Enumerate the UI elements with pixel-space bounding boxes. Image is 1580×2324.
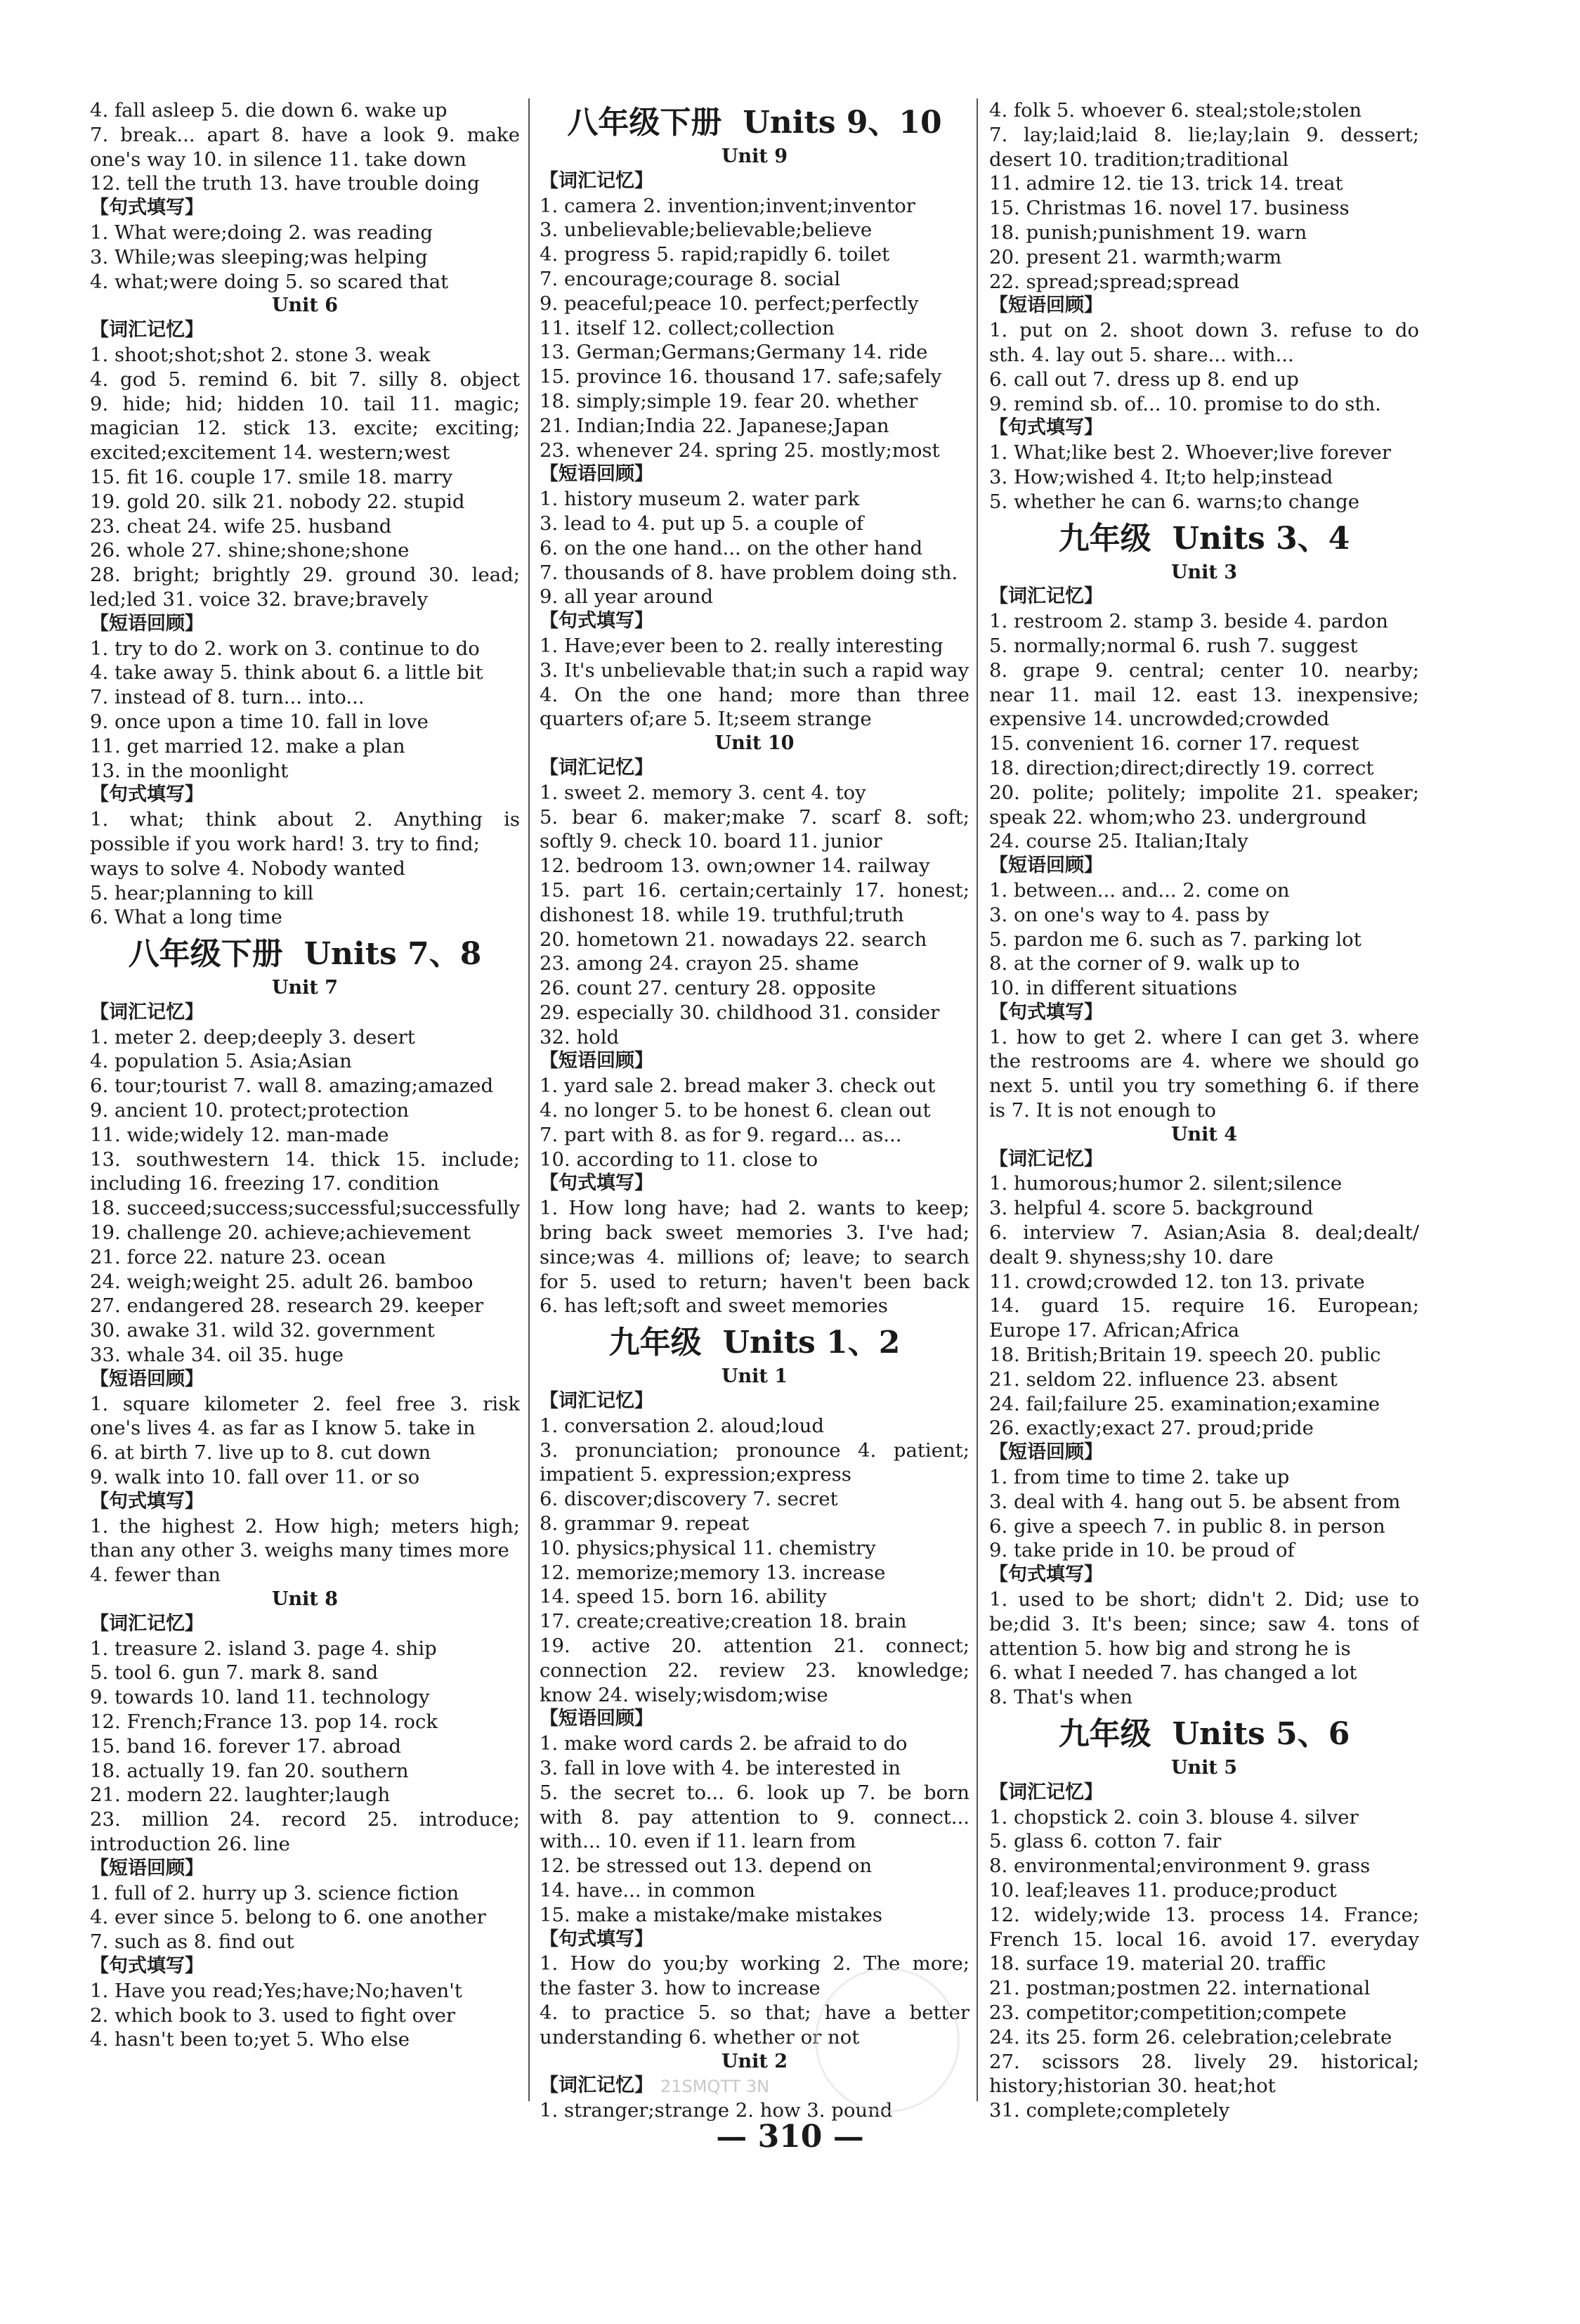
- answer-line: 32. hold: [540, 1025, 620, 1049]
- answer-line: 10. in different situations: [989, 977, 1238, 1000]
- answer-line: 1. what; think about 2. Anything is: [90, 808, 520, 831]
- answer-line: 9. peaceful;peace 10. perfect;perfectly: [540, 292, 919, 315]
- answer-line: 21. seldom 22. influence 23. absent: [989, 1368, 1338, 1391]
- answer-line: near 11. mail 12. east 13. inexpensive;: [989, 683, 1419, 706]
- answer-line: 11. itself 12. collect;collection: [540, 316, 835, 339]
- answer-line: 5. bear 6. maker;make 7. scarf 8. soft;: [540, 805, 969, 829]
- answer-line: history;historian 30. heat;hot: [989, 2075, 1276, 2098]
- answer-line: 14. speed 15. born 16. ability: [540, 1585, 827, 1609]
- category-label: 【句式填写】: [989, 417, 1103, 439]
- unit-heading: Unit 7: [271, 977, 339, 999]
- answer-line: dishonest 18. while 19. truthful;truth: [540, 903, 904, 926]
- answer-line: 21. modern 22. laughter;laugh: [90, 1784, 391, 1807]
- answer-line: 15. province 16. thousand 17. safe;safely: [540, 365, 942, 389]
- answer-line: 7. instead of 8. turn... into...: [90, 686, 365, 709]
- stamp-watermark: [815, 1968, 960, 2112]
- answer-line: 1. What were;doing 2. was reading: [90, 221, 433, 244]
- unit-heading: Unit 2: [721, 2050, 788, 2072]
- answer-line: 23. whenever 24. spring 25. mostly;most: [540, 439, 940, 462]
- unit-heading: Unit 5: [1170, 1757, 1238, 1779]
- category-label: 【句式填写】: [540, 1172, 653, 1195]
- answer-line: 5. normally;normal 6. rush 7. suggest: [989, 634, 1358, 657]
- answer-line: 11. crowd;crowded 12. ton 13. private: [989, 1270, 1365, 1293]
- category-label: 【句式填写】: [90, 1490, 204, 1512]
- category-label: 【词汇记忆】: [540, 1390, 653, 1413]
- answer-line: 28. bright; brightly 29. ground 30. lead;: [90, 564, 520, 587]
- answer-line: 8. grammar 9. repeat: [540, 1512, 750, 1536]
- answer-line: 13. German;Germans;Germany 14. ride: [540, 341, 928, 364]
- column-left: [90, 98, 520, 2052]
- answer-line: 1. history museum 2. water park: [540, 488, 860, 511]
- watermark-code: 21SMQTT 3N: [660, 2077, 770, 2096]
- category-label: 【句式填写】: [90, 1954, 204, 1977]
- answer-line: 3. on one's way to 4. pass by: [989, 903, 1269, 926]
- answer-line: 6. on the one hand... on the other hand: [540, 536, 923, 559]
- answer-line: expensive 14. uncrowded;crowded: [989, 708, 1330, 731]
- answer-line: 1. how to get 2. where I can get 3. where: [989, 1025, 1419, 1049]
- answer-line: 3. It's unbelievable that;in such a rapid way: [540, 658, 969, 682]
- answer-line: 11. get married 12. make a plan: [90, 734, 405, 758]
- answer-line: 6. What a long time: [90, 906, 282, 929]
- section-title: [90, 935, 520, 973]
- answer-line: 14. guard 15. require 16. European;: [989, 1294, 1419, 1318]
- category-label: 【句式填写】: [90, 784, 204, 806]
- answer-line: 31. complete;completely: [989, 2099, 1230, 2122]
- answer-line: with... 10. even if 11. learn from: [540, 1830, 856, 1853]
- answer-line: the faster 3. how to increase: [540, 1977, 821, 2000]
- answer-line: 3. deal with 4. hang out 5. be absent from: [989, 1490, 1401, 1513]
- answer-line: 21. force 22. nature 23. ocean: [90, 1245, 386, 1268]
- section-grade: 九年级: [1058, 1716, 1151, 1752]
- answer-line: 26. exactly;exact 27. proud;pride: [989, 1417, 1314, 1440]
- answer-line: 22. spread;spread;spread: [989, 270, 1240, 293]
- answer-line: 18. British;Britain 19. speech 20. public: [989, 1344, 1381, 1367]
- answer-line: 9. ancient 10. protect;protection: [90, 1099, 410, 1122]
- answer-line: 6. interview 7. Asian;Asia 8. deal;dealt/: [989, 1221, 1419, 1245]
- section-units: Units 7、8: [303, 936, 482, 973]
- answer-line: 27. endangered 28. research 29. keeper: [90, 1294, 484, 1318]
- answer-line: 7. encourage;courage 8. social: [540, 267, 841, 290]
- answer-line: 9. all year around: [540, 585, 713, 609]
- answer-line: 8. That's when: [989, 1686, 1133, 1709]
- answer-line: 3. fall in love with 4. be interested in: [540, 1757, 901, 1779]
- answer-line: the restrooms are 4. where we should go: [989, 1050, 1419, 1073]
- answer-line: 7. thousands of 8. have problem doing sth.: [540, 561, 958, 584]
- answer-line: 10. leaf;leaves 11. produce;product: [989, 1878, 1337, 1902]
- category-label: 【词汇记忆】: [90, 1001, 204, 1023]
- answer-line: 1. Have you read;Yes;have;No;haven't: [90, 1979, 462, 2002]
- category-label: 【词汇记忆】: [540, 756, 653, 779]
- answer-line: 3. pronunciation; pronounce 4. patient;: [540, 1439, 969, 1462]
- category-label: 【句式填写】: [540, 610, 653, 632]
- column-right: [989, 98, 1419, 2123]
- answer-line: 20. polite; politely; impolite 21. speaker;: [989, 781, 1419, 804]
- answer-line: 6. tour;tourist 7. wall 8. amazing;amazed: [90, 1075, 494, 1098]
- answer-line: be;did 3. It's been; since; saw 4. tons of: [989, 1612, 1419, 1635]
- answer-line: led;led 31. voice 32. brave;bravely: [90, 588, 429, 611]
- answer-line: 4. take away 5. think about 6. a little bit: [90, 661, 483, 684]
- answer-line: than any other 3. weighs many times more: [90, 1539, 509, 1562]
- answer-line: 6. discover;discovery 7. secret: [540, 1488, 838, 1511]
- answer-line: 1. try to do 2. work on 3. continue to do: [90, 637, 480, 660]
- answer-line: softly 9. check 10. board 11. junior: [540, 830, 882, 853]
- answer-line: 9. towards 10. land 11. technology: [90, 1686, 430, 1709]
- answer-line: 7. break... apart 8. have a look 9. make: [90, 123, 520, 146]
- answer-line: 6. call out 7. dress up 8. end up: [989, 368, 1299, 391]
- answer-line: 1. chopstick 2. coin 3. blouse 4. silver: [989, 1805, 1359, 1829]
- answer-line: 26. whole 27. shine;shone;shone: [90, 539, 410, 562]
- answer-line: 23. among 24. crayon 25. shame: [540, 952, 859, 975]
- answer-line: 1. put on 2. shoot down 3. refuse to do: [989, 319, 1419, 342]
- answer-line: since;was 4. millions of; leave; to search: [540, 1245, 969, 1268]
- column-divider: [977, 98, 978, 2101]
- answer-line: 1. meter 2. deep;deeply 3. desert: [90, 1025, 415, 1049]
- answer-line: 12. be stressed out 13. depend on: [540, 1855, 873, 1878]
- column-divider: [528, 98, 530, 2101]
- answer-line: 4. hasn't been to;yet 5. Who else: [90, 2028, 410, 2051]
- answer-line: 18. succeed;success;successful;successfully: [90, 1197, 520, 1220]
- answer-line: 18. direction;direct;directly 19. correct: [989, 756, 1374, 779]
- section-title: [989, 1715, 1419, 1753]
- answer-line: 7. such as 8. find out: [90, 1930, 294, 1954]
- answer-line: 23. competitor;competition;compete: [989, 2001, 1347, 2024]
- category-label: 【短语回顾】: [989, 1441, 1103, 1464]
- answer-line: 33. whale 34. oil 35. huge: [90, 1344, 344, 1367]
- answer-line: 9. once upon a time 10. fall in love: [90, 710, 429, 733]
- category-label: 【短语回顾】: [90, 1368, 204, 1390]
- unit-heading: Unit 3: [1170, 561, 1238, 583]
- answer-line: next 5. until you try something 6. if there: [989, 1075, 1419, 1098]
- answer-line: magician 12. stick 13. excite; exciting;: [90, 417, 520, 440]
- answer-line: 3. unbelievable;believable;believe: [540, 219, 873, 242]
- answer-line: dealt 9. shyness;shy 10. dare: [989, 1245, 1274, 1268]
- answer-line: 1. treasure 2. island 3. page 4. ship: [90, 1637, 437, 1660]
- answer-line: 4. folk 5. whoever 6. steal;stole;stolen: [989, 99, 1362, 122]
- section-units: Units 1、2: [722, 1325, 901, 1361]
- answer-line: 4. fewer than: [90, 1564, 221, 1587]
- answer-line: for 5. used to return; haven't been back: [540, 1270, 969, 1293]
- answer-line: 26. count 27. century 28. opposite: [540, 977, 876, 1000]
- answer-line: 1. full of 2. hurry up 3. science fiction: [90, 1881, 459, 1904]
- category-label: 【句式填写】: [989, 1564, 1103, 1586]
- answer-line: 24. weigh;weight 25. adult 26. bamboo: [90, 1270, 474, 1293]
- unit-heading: Unit 6: [271, 294, 339, 317]
- answer-line: 4. population 5. Asia;Asian: [90, 1050, 352, 1073]
- answer-line: 20. hometown 21. nowadays 22. search: [540, 928, 927, 951]
- section-grade: 九年级: [608, 1325, 702, 1361]
- answer-line: 14. have... in common: [540, 1878, 755, 1902]
- answer-line: 4. to practice 5. so that; have a better: [540, 2001, 969, 2024]
- answer-line: 15. part 16. certain;certainly 17. honest;: [540, 878, 969, 902]
- category-label: 【词汇记忆】: [540, 169, 653, 192]
- section-title: [540, 104, 969, 142]
- answer-line: understanding 6. whether or not: [540, 2025, 860, 2049]
- column-middle: [540, 98, 969, 2123]
- answer-line: 4. god 5. remind 6. bit 7. silly 8. object: [90, 368, 520, 391]
- answer-line: 3. While;was sleeping;was helping: [90, 245, 428, 268]
- answer-line: 12. widely;wide 13. process 14. France;: [989, 1903, 1419, 1926]
- answer-line: is 7. It is not enough to: [989, 1099, 1216, 1122]
- category-label: 【句式填写】: [90, 197, 204, 219]
- answer-line: 1. stranger;strange 2. how 3. pound: [540, 2099, 893, 2122]
- answer-line: 18. surface 19. material 20. traffic: [989, 1952, 1326, 1975]
- section-units: Units 5、6: [1172, 1716, 1350, 1752]
- answer-line: Europe 17. African;Africa: [989, 1319, 1240, 1342]
- answer-line: 6. has left;soft and sweet memories: [540, 1294, 888, 1318]
- unit-heading: Unit 10: [714, 732, 795, 755]
- answer-line: 6. what I needed 7. has changed a lot: [989, 1661, 1357, 1684]
- category-label: 【词汇记忆】: [989, 1148, 1103, 1170]
- answer-line: 1. make word cards 2. be afraid to do: [540, 1732, 908, 1755]
- section-title: [540, 1324, 969, 1362]
- unit-heading: Unit 9: [721, 145, 788, 167]
- answer-line: 29. especially 30. childhood 31. consider: [540, 1001, 940, 1024]
- answer-line: 13. in the moonlight: [90, 759, 289, 782]
- answer-line: 4. ever since 5. belong to 6. one another: [90, 1906, 486, 1929]
- answer-line: 1. camera 2. invention;invent;inventor: [540, 194, 915, 217]
- answer-line: 27. scissors 28. lively 29. historical;: [989, 2050, 1419, 2073]
- answer-line: speak 22. whom;who 23. underground: [989, 805, 1367, 829]
- answer-line: 21. Indian;India 22. Japanese;Japan: [540, 414, 889, 437]
- section-grade: 八年级下册: [567, 105, 722, 141]
- answer-line: attention 5. how big and strong he is: [989, 1637, 1351, 1660]
- answer-line: impatient 5. expression;express: [540, 1463, 851, 1486]
- answer-line: 1. sweet 2. memory 3. cent 4. toy: [540, 781, 866, 804]
- answer-line: 24. course 25. Italian;Italy: [989, 830, 1248, 853]
- answer-line: 15. fit 16. couple 17. smile 18. marry: [90, 465, 453, 488]
- answer-line: 23. million 24. record 25. introduce;: [90, 1808, 520, 1831]
- answer-line: 1. shoot;shot;shot 2. stone 3. weak: [90, 343, 431, 366]
- answer-line: 3. How;wished 4. It;to help;instead: [989, 465, 1333, 488]
- answer-line: 4. fall asleep 5. die down 6. wake up: [90, 99, 448, 122]
- answer-line: 19. gold 20. silk 21. nobody 22. stupid: [90, 490, 465, 513]
- category-label: 【短语回顾】: [540, 463, 653, 486]
- category-label: 【短语回顾】: [540, 1050, 653, 1072]
- answer-line: 13. southwestern 14. thick 15. include;: [90, 1148, 520, 1171]
- answer-line: ways to solve 4. Nobody wanted: [90, 857, 405, 880]
- section-grade: 九年级: [1058, 520, 1151, 557]
- answer-line: introduction 26. line: [90, 1832, 290, 1855]
- answer-line: one's way 10. in silence 11. take down: [90, 148, 467, 171]
- answer-line: 4. progress 5. rapid;rapidly 6. toilet: [540, 243, 890, 266]
- answer-line: possible if you work hard! 3. try to find;: [90, 832, 480, 855]
- answer-line: 17. create;creative;creation 18. brain: [540, 1610, 907, 1633]
- unit-heading: Unit 1: [721, 1365, 788, 1388]
- category-label: 【词汇记忆】: [90, 319, 204, 342]
- answer-line: 11. wide;widely 12. man-made: [90, 1123, 389, 1146]
- section-title: [989, 520, 1419, 558]
- category-label: 【短语回顾】: [90, 612, 204, 635]
- answer-line: 19. challenge 20. achieve;achievement: [90, 1221, 471, 1245]
- page-number: — 310 —: [716, 2119, 864, 2155]
- answer-line: excited;excitement 14. western;west: [90, 441, 450, 465]
- category-label: 【短语回顾】: [989, 294, 1103, 317]
- answer-line: 1. restroom 2. stamp 3. beside 4. pardon: [989, 610, 1388, 633]
- unit-heading: Unit 8: [271, 1588, 339, 1611]
- category-label: 【词汇记忆】: [90, 1612, 204, 1635]
- answer-line: 8. at the corner of 9. walk up to: [989, 952, 1300, 975]
- category-label: 【短语回顾】: [540, 1708, 653, 1730]
- category-label: 【句式填写】: [989, 1001, 1103, 1023]
- answer-line: 10. according to 11. close to: [540, 1148, 818, 1171]
- answer-line: including 16. freezing 17. condition: [90, 1172, 440, 1195]
- answer-line: 24. fail;failure 25. examination;examine: [989, 1392, 1380, 1415]
- answer-line: 8. grape 9. central; center 10. nearby;: [989, 658, 1419, 682]
- answer-line: 12. French;France 13. pop 14. rock: [90, 1710, 438, 1733]
- answer-line: 1. How do you;by working 2. The more;: [540, 1952, 969, 1975]
- answer-line: 1. Have;ever been to 2. really interesting: [540, 634, 944, 657]
- answer-line: 3. helpful 4. score 5. background: [989, 1197, 1314, 1220]
- answer-line: 18. punish;punishment 19. warn: [989, 221, 1307, 244]
- answer-line: 15. band 16. forever 17. abroad: [90, 1734, 402, 1758]
- answer-line: 18. simply;simple 19. fear 20. whether: [540, 389, 918, 413]
- answer-line: 1. square kilometer 2. feel free 3. risk: [90, 1392, 520, 1415]
- answer-line: 3. lead to 4. put up 5. a couple of: [540, 512, 864, 535]
- answer-line: 1. the highest 2. How high; meters high;: [90, 1514, 520, 1538]
- answer-line: 5. hear;planning to kill: [90, 881, 314, 904]
- answer-line: French 15. local 16. avoid 17. everyday: [989, 1928, 1419, 1951]
- category-label: 【短语回顾】: [989, 855, 1103, 877]
- answer-line: 1. How long have; had 2. wants to keep;: [540, 1197, 969, 1220]
- answer-line: 12. memorize;memory 13. increase: [540, 1561, 886, 1584]
- answer-line: sth. 4. lay out 5. share... with...: [989, 343, 1294, 366]
- answer-line: 1. between... and... 2. come on: [989, 878, 1290, 902]
- answer-line: 4. what;were doing 5. so scared that: [90, 270, 449, 293]
- category-label: 【词汇记忆】: [540, 2075, 653, 2097]
- answer-line: bring back sweet memories 3. I've had;: [540, 1221, 969, 1245]
- answer-line: 20. present 21. warmth;warm: [989, 245, 1282, 268]
- answer-line: 15. convenient 16. corner 17. request: [989, 732, 1359, 755]
- answer-line: 30. awake 31. wild 32. government: [90, 1319, 435, 1342]
- answer-line: 5. the secret to... 6. look up 7. be born: [540, 1781, 969, 1804]
- answer-line: 1. used to be short; didn't 2. Did; use to: [989, 1588, 1419, 1611]
- answer-line: with 8. pay attention to 9. connect...: [540, 1805, 969, 1829]
- answer-line: 9. take pride in 10. be proud of: [989, 1539, 1295, 1562]
- answer-line: quarters of;are 5. It;seem strange: [540, 708, 872, 731]
- answer-line: 1. conversation 2. aloud;loud: [540, 1414, 824, 1437]
- answer-line: 1. yard sale 2. bread maker 3. check out: [540, 1075, 936, 1098]
- answer-line: know 24. wisely;wisdom;wise: [540, 1683, 828, 1706]
- answer-line: 9. hide; hid; hidden 10. tail 11. magic;: [90, 392, 520, 415]
- category-label: 【词汇记忆】: [989, 1781, 1103, 1803]
- answer-line: 5. glass 6. cotton 7. fair: [989, 1830, 1222, 1853]
- category-label: 【词汇记忆】: [989, 585, 1103, 608]
- answer-line: 6. at birth 7. live up to 8. cut down: [90, 1441, 431, 1465]
- answer-line: 2. which book to 3. used to fight over: [90, 2004, 456, 2027]
- answer-line: desert 10. tradition;traditional: [989, 148, 1289, 171]
- answer-line: 5. tool 6. gun 7. mark 8. sand: [90, 1661, 379, 1684]
- answer-line: connection 22. review 23. knowledge;: [540, 1658, 969, 1682]
- answer-line: 12. bedroom 13. own;owner 14. railway: [540, 855, 930, 878]
- section-units: Units 3、4: [1172, 520, 1350, 557]
- section-units: Units 9、10: [743, 105, 942, 141]
- answer-line: 5. whether he can 6. warns;to change: [989, 490, 1359, 513]
- answer-line: 9. walk into 10. fall over 11. or so: [90, 1466, 420, 1489]
- answer-line: 19. active 20. attention 21. connect;: [540, 1635, 969, 1658]
- answer-line: 23. cheat 24. wife 25. husband: [90, 514, 392, 538]
- answer-line: 12. tell the truth 13. have trouble doing: [90, 172, 480, 195]
- answer-line: 1. humorous;humor 2. silent;silence: [989, 1172, 1343, 1195]
- answer-line: 4. On the one hand; more than three: [540, 683, 969, 706]
- answer-line: one's lives 4. as far as I know 5. take in: [90, 1417, 476, 1440]
- answer-line: 15. make a mistake/make mistakes: [540, 1903, 883, 1926]
- answer-line: 5. pardon me 6. such as 7. parking lot: [989, 928, 1362, 951]
- section-grade: 八年级下册: [128, 936, 283, 973]
- unit-heading: Unit 4: [1170, 1123, 1238, 1145]
- answer-line: 21. postman;postmen 22. international: [989, 1977, 1371, 2000]
- answer-line: 9. remind sb. of... 10. promise to do sth.: [989, 392, 1381, 415]
- answer-line: 4. no longer 5. to be honest 6. clean out: [540, 1099, 931, 1122]
- answer-line: 10. physics;physical 11. chemistry: [540, 1536, 876, 1559]
- answer-line: 18. actually 19. fan 20. southern: [90, 1759, 409, 1782]
- answer-line: 11. admire 12. tie 13. trick 14. treat: [989, 172, 1343, 195]
- answer-line: 6. give a speech 7. in public 8. in person: [989, 1514, 1385, 1538]
- answer-line: 1. What;like best 2. Whoever;live forever: [989, 441, 1391, 465]
- answer-line: 8. environmental;environment 9. grass: [989, 1855, 1371, 1878]
- answer-line: 15. Christmas 16. novel 17. business: [989, 197, 1350, 220]
- category-label: 【句式填写】: [540, 1928, 653, 1950]
- answer-line: 7. lay;laid;laid 8. lie;lay;lain 9. dessert;: [989, 123, 1419, 146]
- answer-line: 7. part with 8. as for 9. regard... as...: [540, 1123, 902, 1146]
- answer-line: 24. its 25. form 26. celebration;celebrate: [989, 2025, 1392, 2049]
- answer-line: 1. from time to time 2. take up: [989, 1466, 1290, 1489]
- category-label: 【短语回顾】: [90, 1857, 204, 1879]
